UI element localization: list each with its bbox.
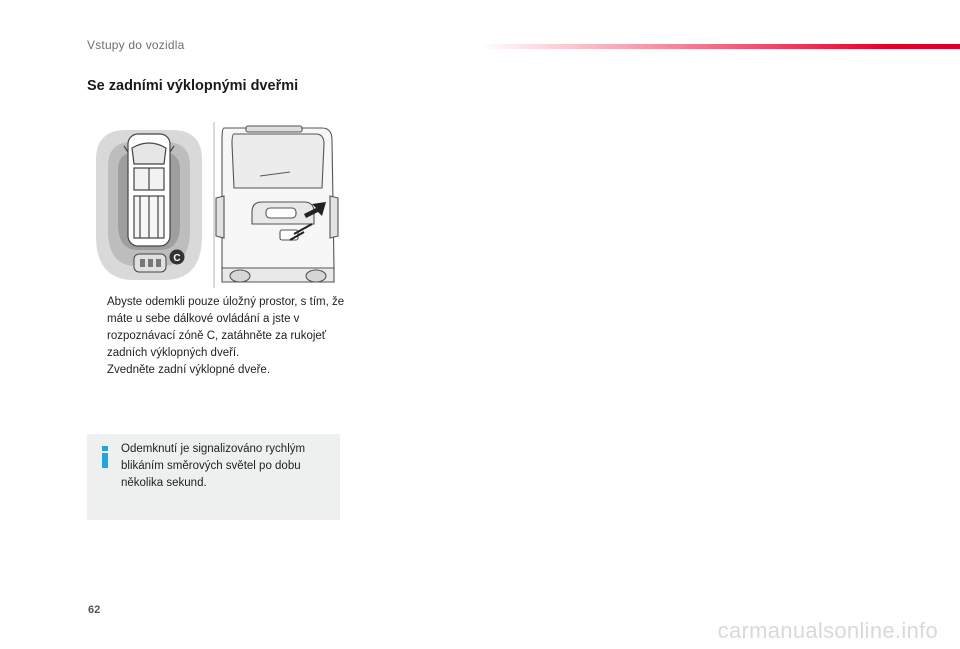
instruction-item [88, 294, 350, 362]
instruction-item [88, 362, 350, 379]
watermark: carmanualsonline.info [717, 618, 938, 643]
section-title: Se zadními výklopnými dveřmi [87, 78, 299, 94]
svg-text:C: C [173, 253, 181, 264]
instruction-text: Zvedněte zadní výklopné dveře. [107, 364, 271, 376]
car-top-view-icon [124, 134, 174, 246]
zone-c-marker [170, 250, 185, 265]
info-box [87, 434, 340, 520]
info-text: Odemknutí je signalizováno rychlým blikáním směrových světel po dobu několika sekund. [121, 443, 306, 489]
tailgate-illustration [90, 118, 342, 293]
header-section-title: Vstupy do vozidla [87, 38, 185, 52]
info-icon [100, 446, 110, 468]
key-fob-icon [134, 254, 166, 272]
instruction-text: Abyste odemkli pouze úložný prostor, s tím, že máte u sebe dálkové ovládání a jste v rozpoznávací zóně C, zatáhněte za rukojeť zadních výklopných dveří. [107, 296, 345, 359]
header-accent-bar [480, 44, 960, 49]
instruction-list [88, 294, 350, 379]
page-number: 62 [88, 604, 101, 616]
